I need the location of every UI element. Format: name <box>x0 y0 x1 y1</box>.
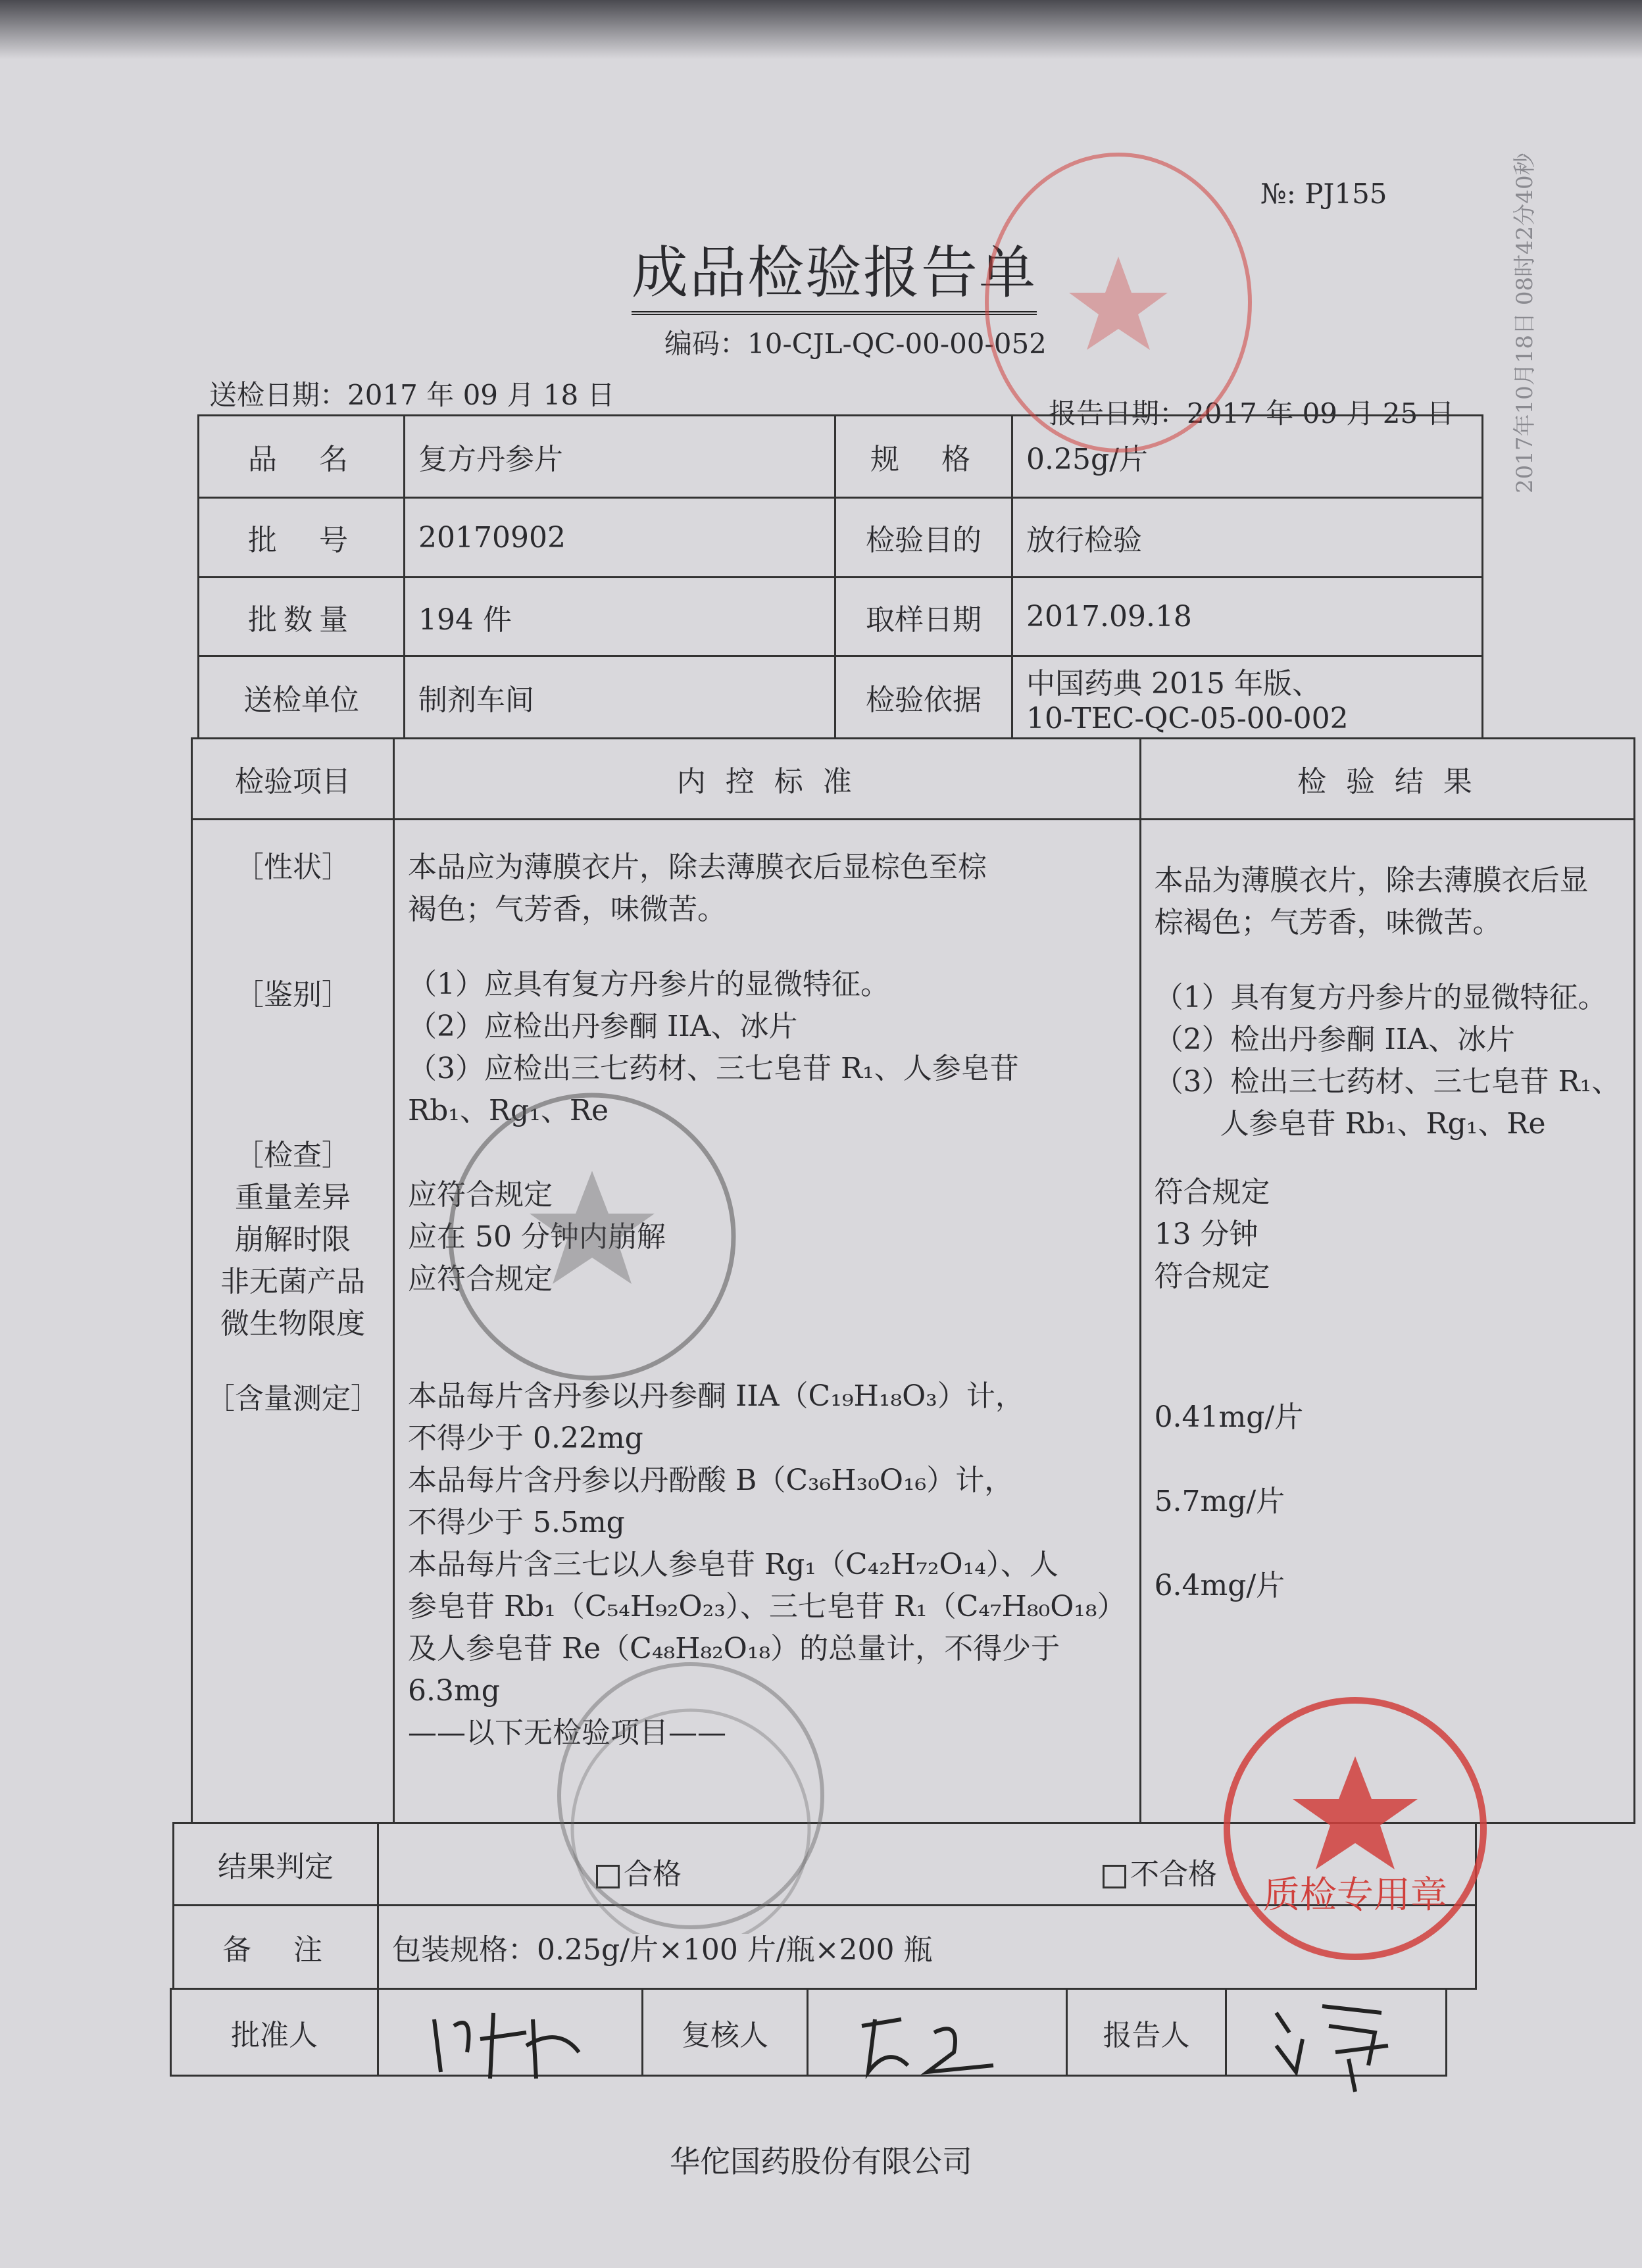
report-number: №: PJ155 <box>1260 178 1387 210</box>
inspection-sub: 崩解时限 <box>235 1223 351 1256</box>
pass-label: 合格 <box>624 1858 682 1891</box>
red-stamp-top <box>974 145 1263 460</box>
gray-dept-stamp <box>421 1066 763 1408</box>
company-footer: 华佗国药股份有限公司 <box>670 2144 972 2179</box>
basis-line-2: 10-TEC-QC-05-00-002 <box>1026 701 1349 735</box>
batch: 20170902 <box>405 498 835 578</box>
std-line: （2）应检出丹参酮 IIA、冰片 <box>408 1010 798 1043</box>
remarks-label: 备 注 <box>174 1906 378 1989</box>
inspection-table <box>191 737 1635 1824</box>
report-date: 报告日期：2017 年 09 月 25 日 <box>1049 397 1455 430</box>
std-line: 参皂苷 Rb₁（C₅₄H₉₂O₂₃）、三七皂苷 R₁（C₄₇H₈₀O₁₈） <box>408 1590 1126 1623</box>
svg-text:质检专用章: 质检专用章 <box>1263 1874 1447 1917</box>
purpose: 放行检验 <box>1012 498 1483 578</box>
std-line: 不得少于 0.22mg <box>408 1421 643 1455</box>
remarks-text: 包装规格：0.25g/片×100 片/瓶×200 瓶 <box>378 1906 1476 1989</box>
std-line: 本品每片含三七以人参皂苷 Rg₁（C₄₂H₇₂O₁₄）、人 <box>408 1548 1058 1581</box>
purpose-label: 检验目的 <box>835 498 1012 578</box>
std-line: 应在 50 分钟内崩解 <box>408 1220 666 1254</box>
quantity: 194 件 <box>405 578 835 656</box>
scan-shadow <box>0 0 1642 59</box>
inspection-label: ［检查］ <box>235 1139 351 1172</box>
std-line: ——以下无检验项目—— <box>408 1716 726 1750</box>
reporter-label: 报告人 <box>1067 1989 1226 2076</box>
product-name-label: 品 名 <box>199 416 405 498</box>
std-line: 本品应为薄膜衣片，除去薄膜衣后显棕色至棕 <box>408 851 987 884</box>
scan-timestamp: 2017年10月18日 08时42分40秒 <box>1512 153 1538 493</box>
std-line: 褐色；气芳香，味微苦。 <box>408 893 726 926</box>
appearance-label: ［性状］ <box>235 851 351 884</box>
batch-label: 批 号 <box>199 498 405 578</box>
result-line: （1）具有复方丹参片的显微特征。 <box>1154 981 1607 1014</box>
document-code: 编码：10-CJL-QC-00-00-052 <box>664 328 1047 360</box>
std-line: 应符合规定 <box>408 1262 553 1296</box>
inspection-sub: 非无菌产品 <box>220 1265 365 1298</box>
fail-option[interactable] <box>1103 1850 1217 1892</box>
result-line: 5.7mg/片 <box>1154 1485 1285 1518</box>
sample-date: 2017.09.18 <box>1012 578 1483 656</box>
result-line: 棕褐色；气芳香，味微苦。 <box>1154 906 1502 939</box>
std-line: 本品每片含丹参以丹参酮 IIA（C₁₉H₁₈O₃）计， <box>408 1379 1024 1413</box>
reviewer-handwriting <box>849 2006 1020 2085</box>
quantity-label: 批数量 <box>199 578 405 656</box>
approver-handwriting <box>421 2000 605 2085</box>
page-title: 成品检验报告单 <box>632 227 1037 315</box>
approver-label: 批准人 <box>171 1989 378 2076</box>
basis-line-1: 中国药典 2015 年版、 <box>1026 666 1321 701</box>
unit: 制剂车间 <box>405 656 835 739</box>
product-name: 复方丹参片 <box>405 416 835 498</box>
signature-table <box>170 1988 1447 2077</box>
fail-label: 不合格 <box>1130 1858 1217 1891</box>
std-line: Rb₁、Rg₁、Re <box>408 1094 609 1127</box>
column-standard: 内 控 标 准 <box>394 739 1141 820</box>
results-cell <box>1140 820 1635 1823</box>
result-line: 6.4mg/片 <box>1154 1569 1285 1602</box>
column-result: 检 验 结 果 <box>1140 739 1635 820</box>
result-line: 本品为薄膜衣片，除去薄膜衣后显 <box>1154 864 1589 897</box>
std-line: 不得少于 5.5mg <box>408 1506 625 1539</box>
result-line: 13 分钟 <box>1154 1218 1258 1251</box>
column-item: 检验项目 <box>192 739 394 820</box>
result-line: （3）检出三七药材、三七皂苷 R₁、 <box>1154 1065 1621 1098</box>
conclusion-label: 结果判定 <box>174 1823 378 1906</box>
result-line: 符合规定 <box>1154 1260 1270 1293</box>
inspection-sub: 微生物限度 <box>220 1307 365 1341</box>
assay-label: ［含量测定］ <box>206 1382 380 1416</box>
unit-label: 送检单位 <box>199 656 405 739</box>
red-qc-stamp <box>1210 1684 1500 1973</box>
spec-label: 规 格 <box>835 416 1012 498</box>
basis <box>1012 656 1483 739</box>
item-labels <box>192 820 394 1823</box>
sample-date-label: 取样日期 <box>835 578 1012 656</box>
result-line: 人参皂苷 Rb₁、Rg₁、Re <box>1220 1107 1546 1141</box>
std-line: 应符合规定 <box>408 1178 553 1212</box>
std-line: 及人参皂苷 Re（C₄₈H₈₂O₁₈）的总量计，不得少于 <box>408 1632 1060 1665</box>
reporter-handwriting <box>1263 1993 1408 2098</box>
identification-label: ［鉴别］ <box>235 978 351 1012</box>
std-line: （3）应检出三七药材、三七皂苷 R₁、人参皂苷 <box>408 1052 1019 1085</box>
result-line: 0.41mg/片 <box>1154 1400 1304 1434</box>
reviewer-label: 复核人 <box>643 1989 808 2076</box>
basis-label: 检验依据 <box>835 656 1012 739</box>
inspection-sub: 重量差异 <box>235 1181 351 1214</box>
std-line: （1）应具有复方丹参片的显微特征。 <box>408 968 889 1001</box>
gray-stamp-overlay <box>526 1644 855 1934</box>
result-line: 符合规定 <box>1154 1175 1270 1209</box>
result-line: （2）检出丹参酮 IIA、冰片 <box>1154 1023 1516 1056</box>
std-line: 6.3mg <box>408 1674 500 1708</box>
spec: 0.25g/片 <box>1012 416 1483 498</box>
info-table <box>197 414 1483 739</box>
fail-checkbox[interactable] <box>1103 1865 1126 1888</box>
std-line: 本品每片含丹参以丹酚酸 B（C₃₆H₃₀O₁₆）计， <box>408 1464 1014 1497</box>
submit-date: 送检日期：2017 年 09 月 18 日 <box>209 379 615 411</box>
